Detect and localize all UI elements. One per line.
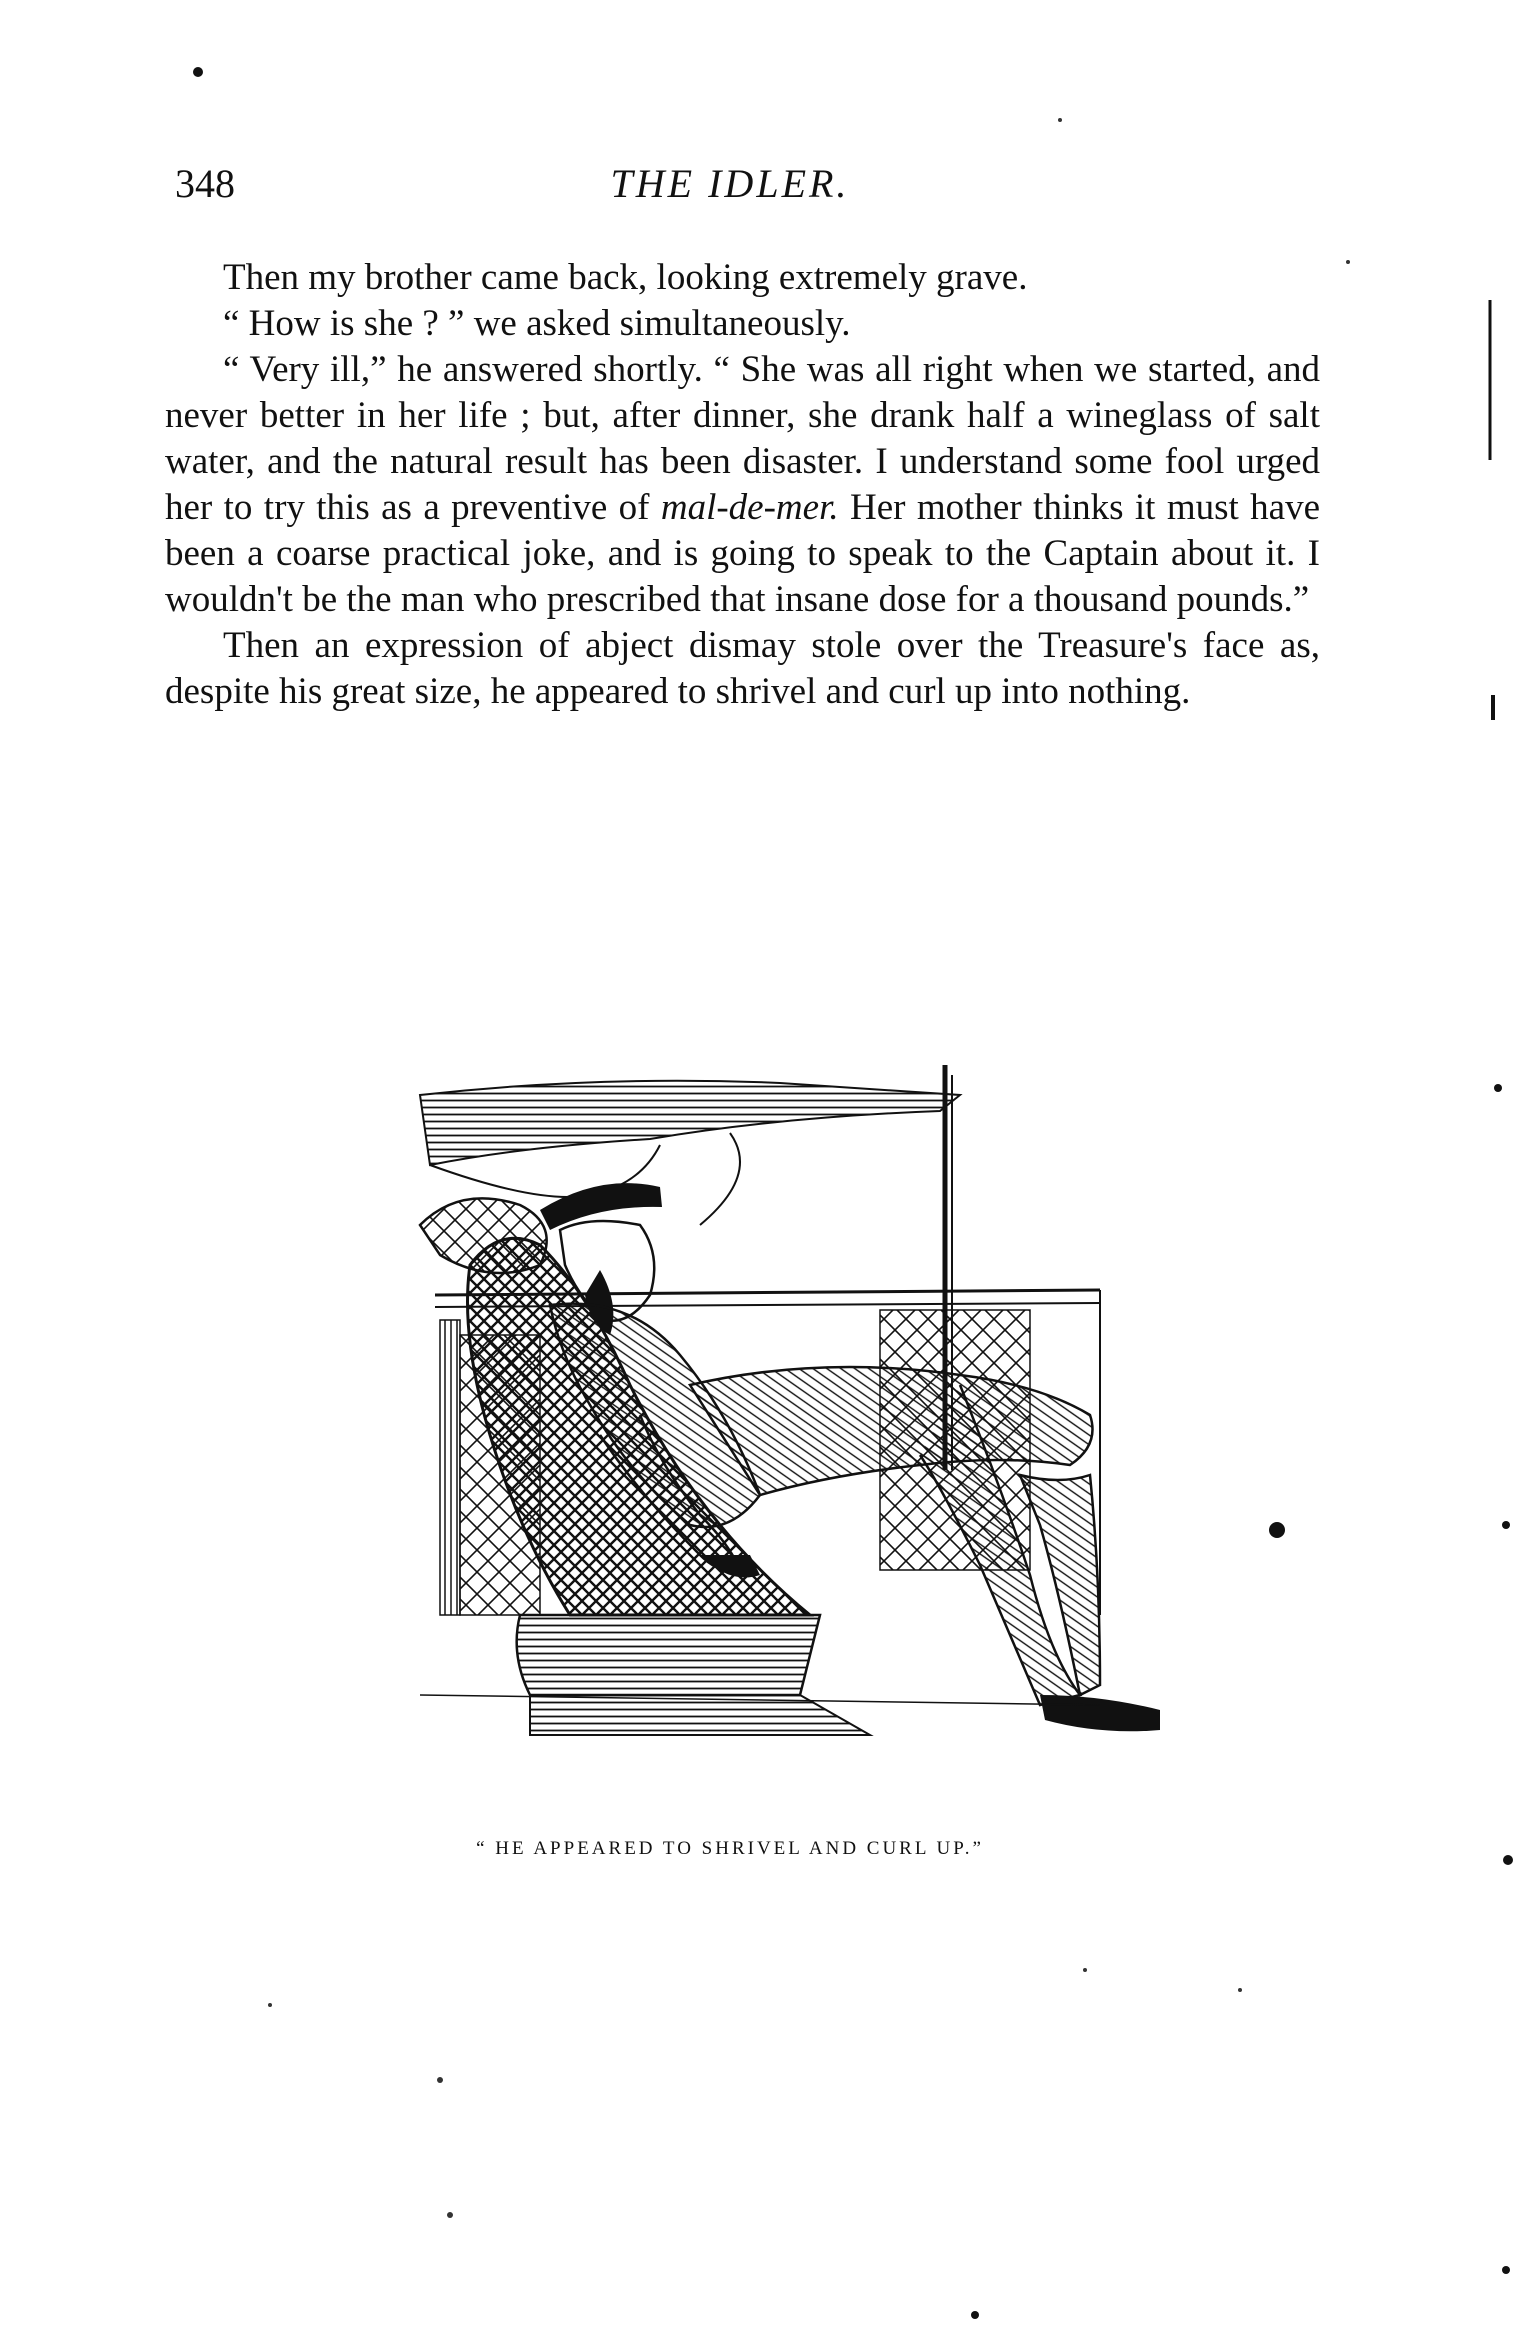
running-title: THE IDLER.	[610, 161, 850, 206]
paragraph: Then an expression of abject dismay stole over the Treasure's face as, despite his great size, he appeared to shrivel and curl up into nothing.	[165, 625, 1320, 712]
illustration-man-in-wicker-chair	[400, 1055, 1175, 1745]
illustration-caption: “ HE APPEARED TO SHRIVEL AND CURL UP.”	[476, 1838, 984, 1859]
body-text	[165, 255, 1320, 715]
paragraph: Then my brother came back, looking extremely grave.	[223, 257, 1028, 298]
paragraph-text: Her mother thinks it must have been a coarse practical joke, and is going to speak to the Captain about it. I wouldn't be the man who prescribed that insane dose for a thousand pounds.”	[165, 487, 1321, 620]
page-header	[175, 160, 1285, 210]
paragraph-text: “ Very ill,” he answered shortly. “ She was all right when we started, and never better in her life ; but, after dinner, she drank half a wineglass of salt water, and the natural result has been disaster. I understand some fool urged her to try this as a preventive of	[165, 349, 1320, 528]
paragraph	[165, 347, 1320, 623]
page-number: 348	[175, 161, 235, 206]
paragraph: “ How is she ? ” we asked simultaneously.	[223, 303, 851, 344]
italic-phrase: mal-de-mer.	[660, 487, 839, 528]
